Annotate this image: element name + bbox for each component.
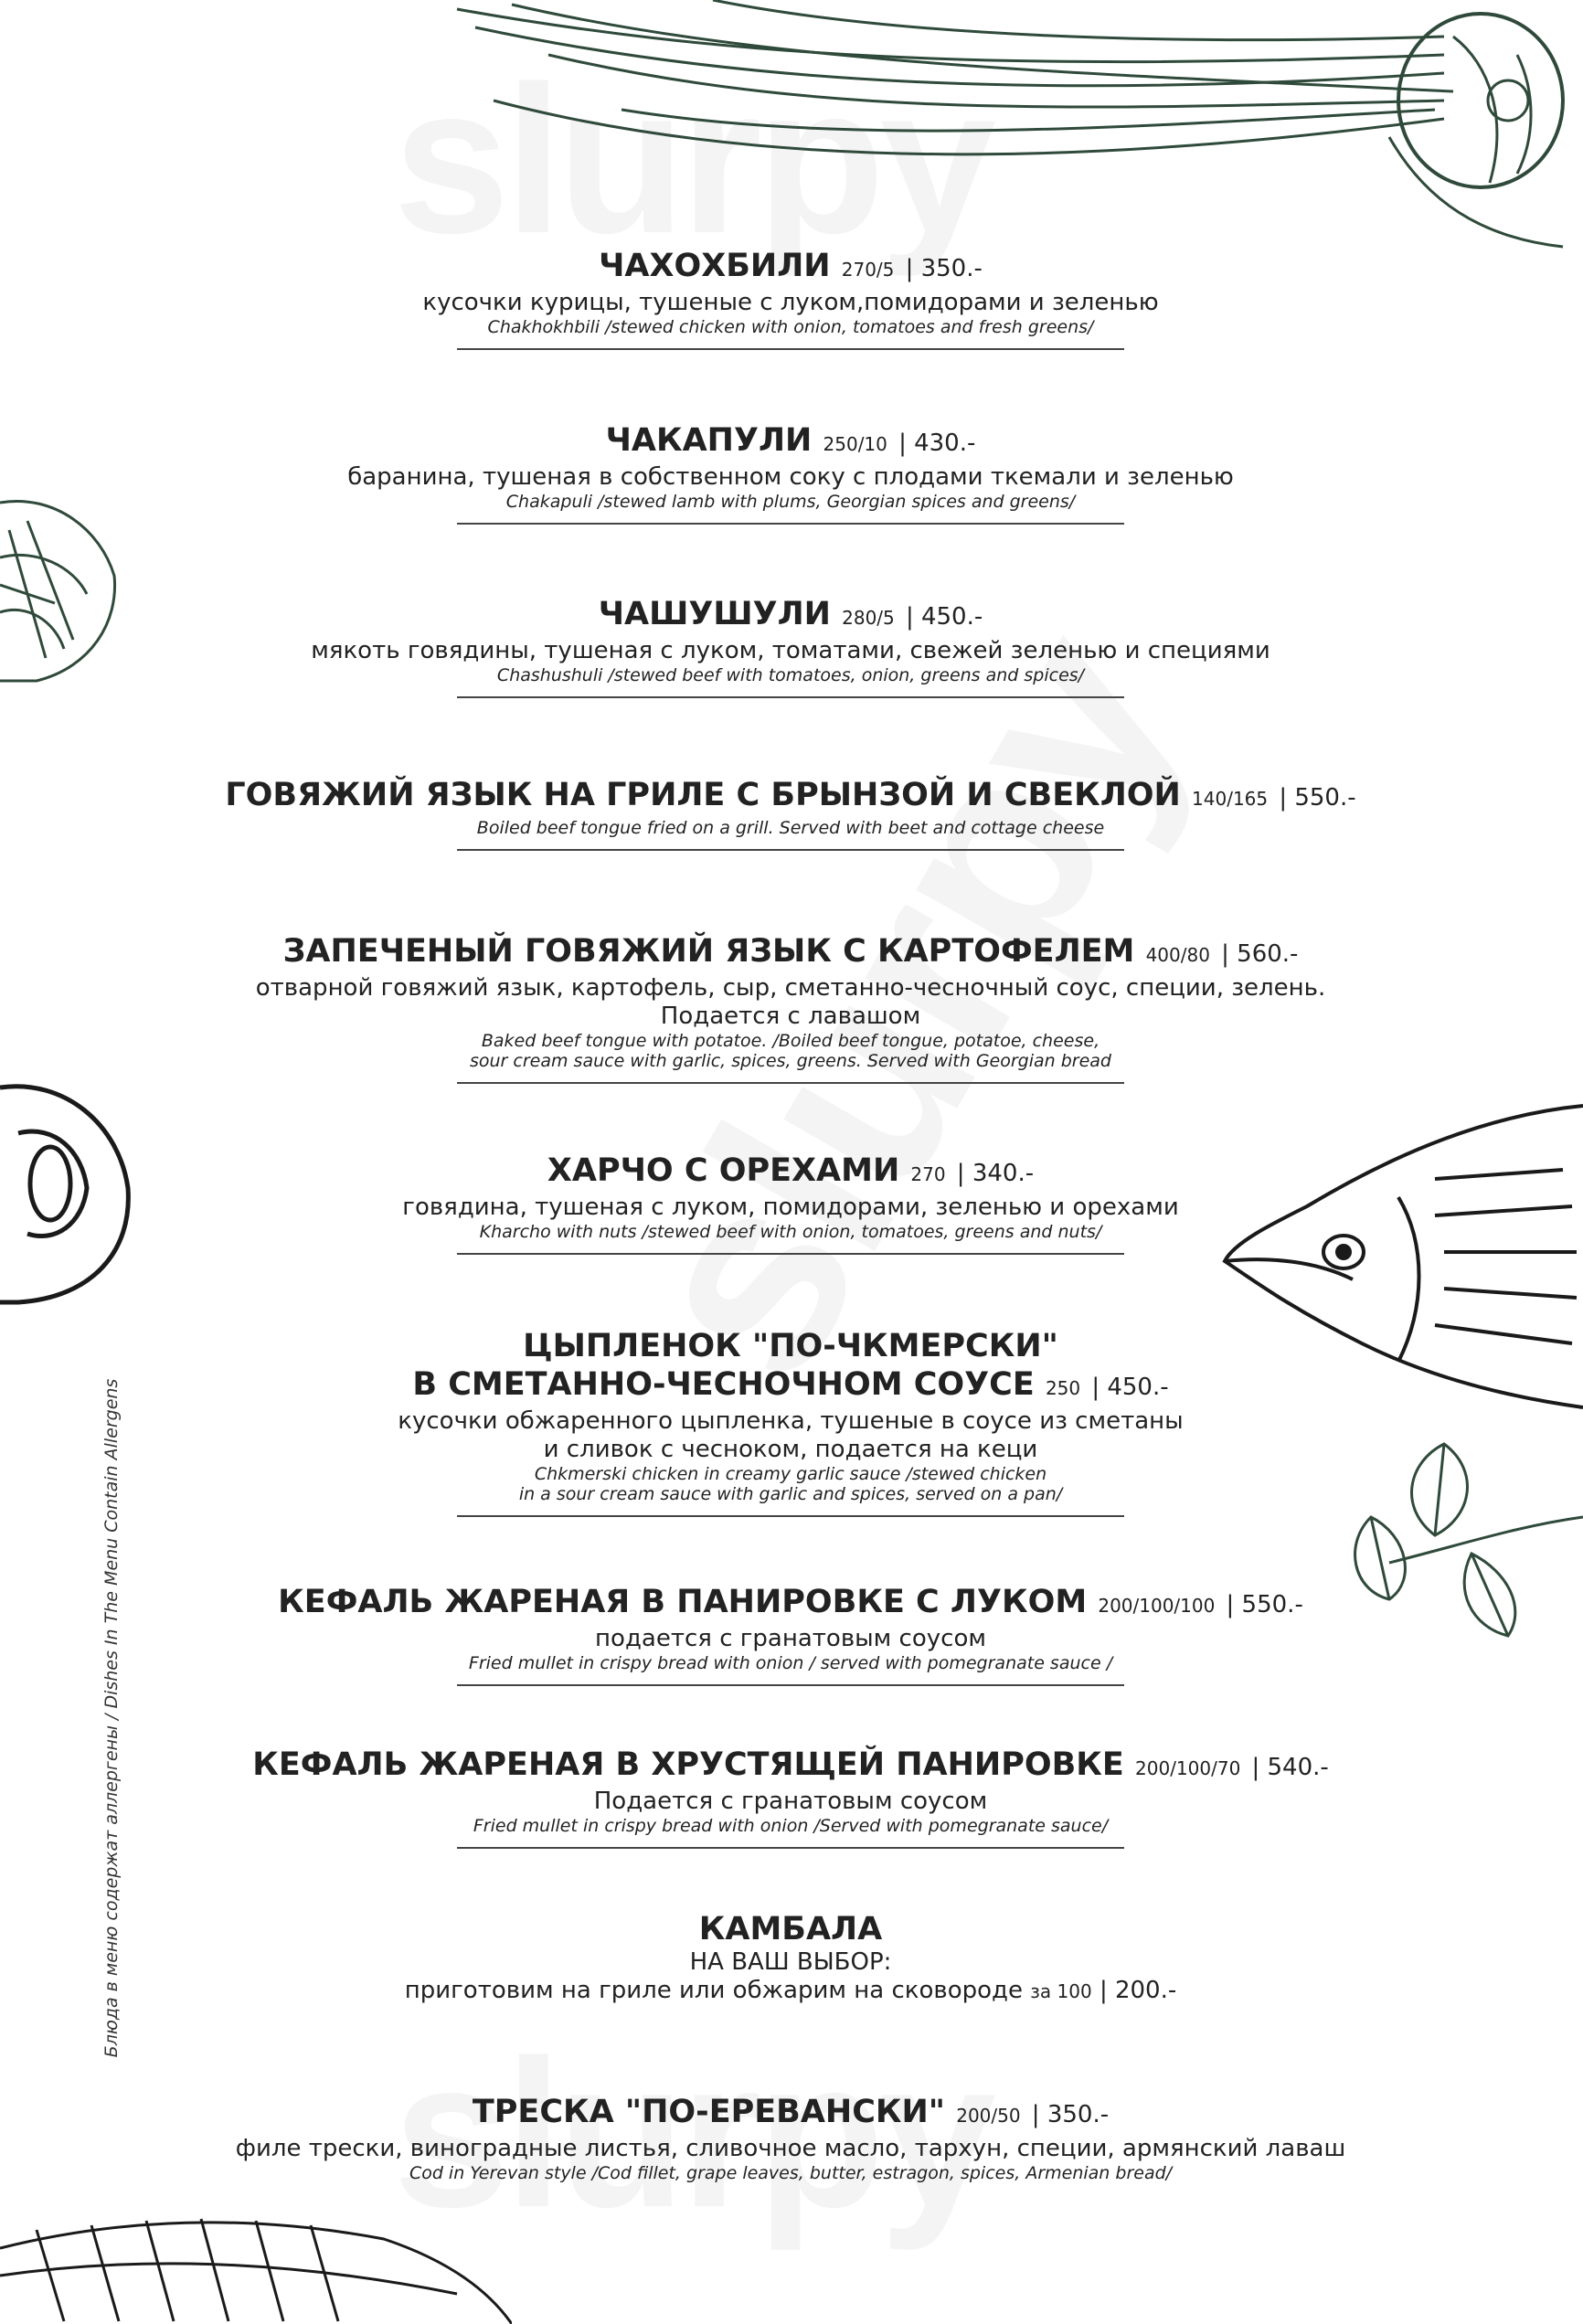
dish-description-ru: подается с гранатовым соусом [595,1625,986,1652]
dish-subtitle: НА ВАШ ВЫБОР: [689,1948,892,1976]
dish-description-ru-2: Подается с лавашом [660,1003,921,1030]
meat-cut-illustration [0,1069,137,1307]
dish-description-ru: Подается с гранатовым соусом [593,1788,988,1815]
dish-price: | 450.- [905,603,983,631]
dish-weight: 200/100/70 [1135,1757,1241,1779]
divider [457,1684,1124,1686]
menu-item-chashushuli [183,595,1398,698]
dish-description-en: Fried mullet in crispy bread with onion /Served with pomegranate sauce/ [473,1816,1109,1836]
dish-price: | 430.- [898,430,976,457]
allergen-note: Блюда в меню содержат аллергены / Dishes In The Menu Contain Allergens [101,1378,122,2058]
divider [457,1515,1124,1517]
divider [457,348,1124,350]
dish-weight: 200/50 [956,2105,1021,2127]
dish-description-en: Chakhokhbili /stewed chicken with onion, tomatoes and fresh greens/ [487,317,1094,337]
dish-description-ru: отварной говяжий язык, картофель, сыр, сметанно-чесночный соус, специи, зелень. [255,974,1326,1002]
dish-weight: 280/5 [842,607,895,629]
dish-price: | 200.- [1099,1977,1177,2004]
dish-description-ru: кусочки обжаренного цыпленка, тушеные в соусе из сметаны [398,1407,1184,1435]
dish-name: КЕФАЛЬ ЖАРЕНАЯ В ХРУСТЯЩЕЙ ПАНИРОВКЕ [252,1746,1124,1783]
dish-description-ru: мякоть говядины, тушеная с луком, томатами, свежей зеленью и специями [311,637,1270,664]
dish-description-en: Chakapuli /stewed lamb with plums, Georgian spices and greens/ [505,492,1076,512]
dish-description-en: Chkmerski chicken in creamy garlic sauce /stewed chicken [534,1464,1047,1484]
dish-name: ЗАПЕЧЕНЫЙ ГОВЯЖИЙ ЯЗЫК С КАРТОФЕЛЕМ [282,933,1135,970]
menu-item-grilled-tongue [183,776,1398,851]
divider [457,523,1124,525]
green-onion-illustration [439,0,1583,274]
dish-price: | 560.- [1221,940,1299,968]
divider [457,849,1124,851]
herb-leaf-illustration [0,475,128,685]
dish-description-ru-2: и сливок с чесноком, подается на кеци [543,1436,1038,1463]
dish-price: | 550.- [1279,784,1356,812]
dish-name: ЧАХОХБИЛИ [599,248,831,284]
dish-name: КЕФАЛЬ ЖАРЕНАЯ В ПАНИРОВКЕ С ЛУКОМ [278,1584,1088,1620]
dish-description-en: Chashushuli /stewed beef with tomatoes, onion, greens and spices/ [496,665,1085,685]
dish-description-en-2: sour cream sauce with garlic, spices, greens. Served with Georgian bread [469,1051,1111,1071]
dish-price: | 550.- [1226,1591,1303,1618]
dish-description-ru: филе трески, виноградные листья, сливочное масло, тархун, специи, армянский лаваш [235,2135,1346,2162]
dish-description-en: Fried mullet in crispy bread with onion / served with pomegranate sauce / [468,1653,1113,1673]
dish-price: | 350.- [905,255,983,282]
divider [457,1253,1124,1255]
divider [457,696,1124,698]
dish-description-en-2: in a sour cream sauce with garlic and spices, served on a pan/ [518,1484,1063,1504]
dish-name: ЦЫПЛЕНОК "ПО-ЧКМЕРСКИ" [523,1328,1058,1364]
dish-weight: 250/10 [823,433,887,455]
menu-item-mullet-crispy [183,1746,1398,1849]
dish-description-ru: приготовим на гриле или обжарим на сковороде [404,1977,1023,2004]
dish-description-en: Boiled beef tongue fried on a grill. Served with beet and cottage cheese [476,818,1105,838]
dish-weight: 140/165 [1192,788,1269,810]
dish-weight: 270/5 [841,259,895,281]
dish-price: | 350.- [1031,2101,1110,2128]
dish-weight: 250 [1045,1377,1081,1399]
dish-description-en: Cod in Yerevan style /Cod fillet, grape leaves, butter, estragon, spices, Armenian bread/ [409,2163,1173,2183]
dish-description-ru: кусочки курицы, тушеные с луком,помидорами и зеленью [422,289,1159,316]
menu-item-baked-tongue [183,932,1398,1084]
dish-name: КАМБАЛА [698,1911,883,1947]
dish-name: ХАРЧО С ОРЕХАМИ [547,1152,900,1189]
menu-item-chakhokhbili [183,247,1398,350]
menu-item-chakapuli [183,421,1398,525]
dish-description-en: Baked beef tongue with potatoe. /Boiled beef tongue, potatoe, cheese, [481,1031,1100,1051]
menu-item-chkmeruli [183,1327,1398,1517]
menu-item-flounder [183,1910,1398,2006]
menu-item-kharcho [183,1151,1398,1255]
dish-description-ru: баранина, тушеная в собственном соку с плодами ткемали и зеленью [347,463,1234,491]
dish-weight: 400/80 [1145,944,1210,966]
dish-price: | 340.- [956,1160,1035,1187]
dish-weight: 200/100/100 [1098,1595,1216,1617]
dish-description-ru: говядина, тушеная с луком, помидорами, зеленью и орехами [402,1194,1179,1221]
dish-name: ЧАШУШУЛИ [598,596,831,632]
dish-name-2: В СМЕТАННО-ЧЕСНОЧНОМ СОУСЕ [412,1366,1035,1403]
dish-name: ГОВЯЖИЙ ЯЗЫК НА ГРИЛЕ С БРЫНЗОЙ И СВЕКЛОЙ [225,777,1181,813]
fish-tail-illustration [0,2175,512,2324]
dish-price: | 450.- [1091,1374,1169,1401]
dish-price: | 540.- [1251,1754,1329,1781]
dish-weight: 270 [910,1163,946,1185]
menu-item-mullet-onion [183,1583,1398,1686]
dish-weight: за 100 [1030,1980,1092,2002]
menu-item-cod-yerevan [183,2093,1398,2183]
dish-name: ТРЕСКА "ПО-ЕРЕВАНСКИ" [472,2094,946,2130]
divider [457,1847,1124,1849]
divider [457,1082,1124,1084]
dish-name: ЧАКАПУЛИ [605,422,813,459]
dish-description-en: Kharcho with nuts /stewed beef with onion, tomatoes, greens and nuts/ [479,1222,1102,1242]
